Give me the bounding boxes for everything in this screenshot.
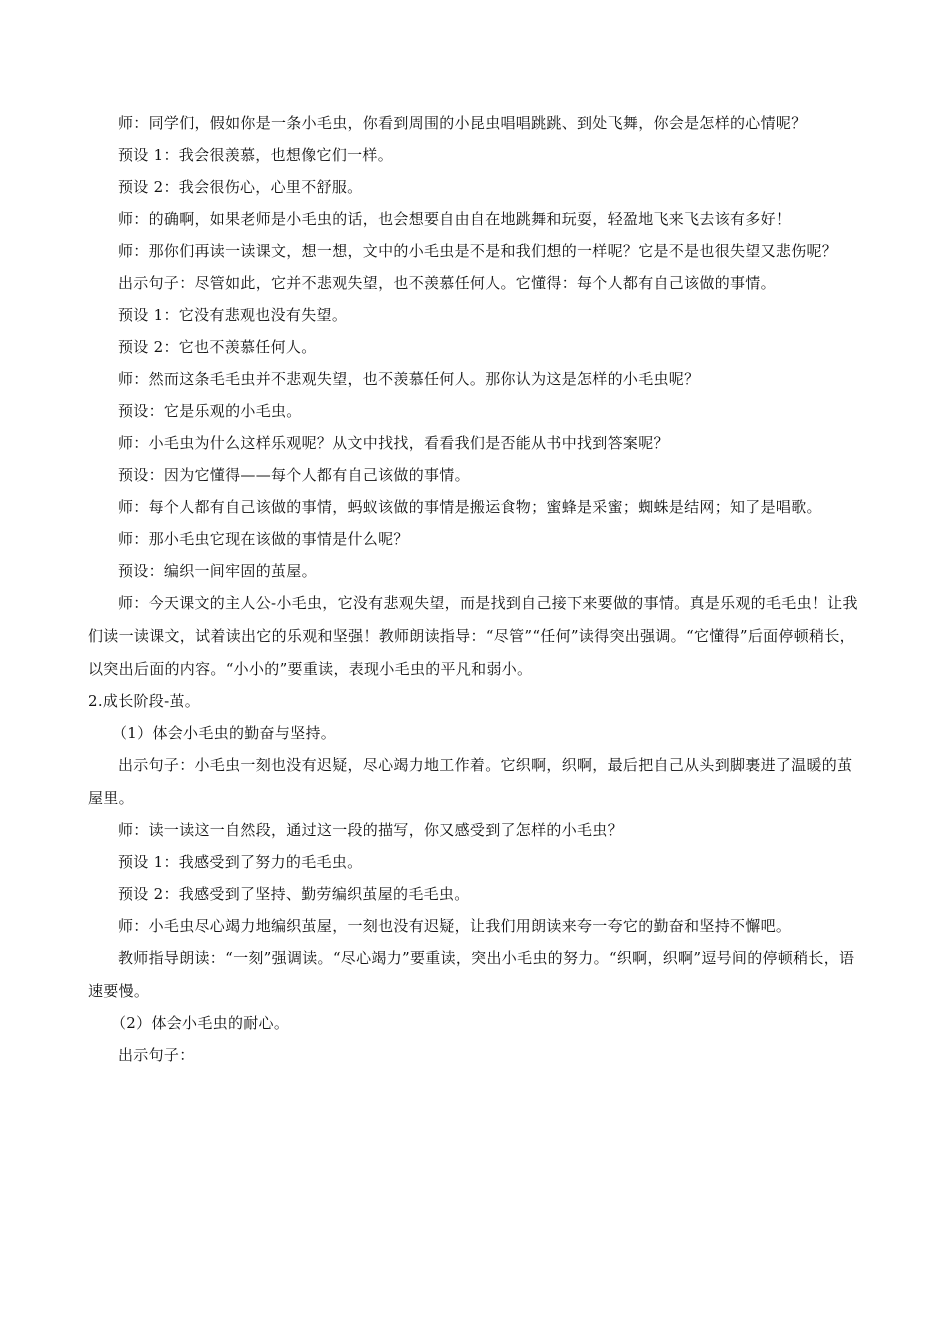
- document-body: [88, 113, 866, 1077]
- paragraph: 预设：它是乐观的小毛虫。: [118, 402, 302, 420]
- section-heading: 2.成长阶段-茧。: [88, 692, 201, 710]
- paragraph: 预设 1：我会很羡慕，也想像它们一样。: [118, 146, 394, 164]
- paragraph: 师：的确啊，如果老师是小毛虫的话，也会想要自由自在地跳舞和玩耍，轻盈地飞来飞去该有多好！: [118, 210, 792, 228]
- paragraph: 预设 1：它没有悲观也没有失望。: [118, 306, 348, 324]
- paragraph: 预设 1：我感受到了努力的毛毛虫。: [118, 853, 363, 871]
- paragraph: 预设：因为它懂得——每个人都有自己该做的事情。: [118, 466, 470, 484]
- paragraph: 预设 2：我会很伤心，心里不舒服。: [118, 178, 363, 196]
- paragraph: 出示句子：: [118, 1046, 195, 1064]
- paragraph: 师：然而这条毛毛虫并不悲观失望，也不羡慕任何人。那你认为这是怎样的小毛虫呢？: [118, 370, 700, 388]
- paragraph: 师：今天课文的主人公-小毛虫，它没有悲观失望，而是找到自己接下来要做的事情。真是乐观的毛毛虫！让我们读一读课文，试着读出它的乐观和坚强！教师朗读指导：“尽管”“任何”读得突出强调。“它懂得”后面停顿稍长，以突出后面的内容。“小小的”要重读，表现小毛虫的平凡和弱小。: [88, 594, 858, 678]
- paragraph: 师：同学们，假如你是一条小毛虫，你看到周围的小昆虫唱唱跳跳、到处飞舞，你会是怎样的心情呢？: [118, 114, 807, 132]
- paragraph: 师：小毛虫尽心竭力地编织茧屋，一刻也没有迟疑，让我们用朗读来夸一夸它的勤奋和坚持不懈吧。: [118, 917, 792, 935]
- paragraph: 师：那小毛虫它现在该做的事情是什么呢？: [118, 530, 409, 548]
- paragraph: 教师指导朗读：“一刻”强调读。“尽心竭力”要重读，突出小毛虫的努力。“织啊，织啊”逗号间的停顿稍长，语速要慢。: [88, 949, 855, 1000]
- paragraph: 出示句子：尽管如此，它并不悲观失望，也不羡慕任何人。它懂得：每个人都有自己该做的事情。: [118, 274, 776, 292]
- paragraph: 师：那你们再读一读课文，想一想，文中的小毛虫是不是和我们想的一样呢？它是不是也很失望又悲伤呢？: [118, 242, 838, 260]
- paragraph: 预设 2：我感受到了坚持、勤劳编织茧屋的毛毛虫。: [118, 885, 470, 903]
- paragraph: 师：读一读这一自然段，通过这一段的描写，你又感受到了怎样的小毛虫？: [118, 821, 623, 839]
- paragraph: 预设 2：它也不羡慕任何人。: [118, 338, 317, 356]
- subsection-heading: （1）体会小毛虫的勤奋与坚持。: [112, 724, 337, 742]
- paragraph: 师：小毛虫为什么这样乐观呢？从文中找找，看看我们是否能从书中找到答案呢？: [118, 434, 669, 452]
- paragraph: 预设：编织一间牢固的茧屋。: [118, 562, 317, 580]
- paragraph: 出示句子：小毛虫一刻也没有迟疑，尽心竭力地工作着。它织啊，织啊，最后把自己从头到脚裹进了温暖的茧屋里。: [88, 756, 853, 807]
- paragraph: 师：每个人都有自己该做的事情，蚂蚁该做的事情是搬运食物；蜜蜂是采蜜；蜘蛛是结网；知了是唱歌。: [118, 498, 822, 516]
- subsection-heading: （2）体会小毛虫的耐心。: [111, 1014, 290, 1032]
